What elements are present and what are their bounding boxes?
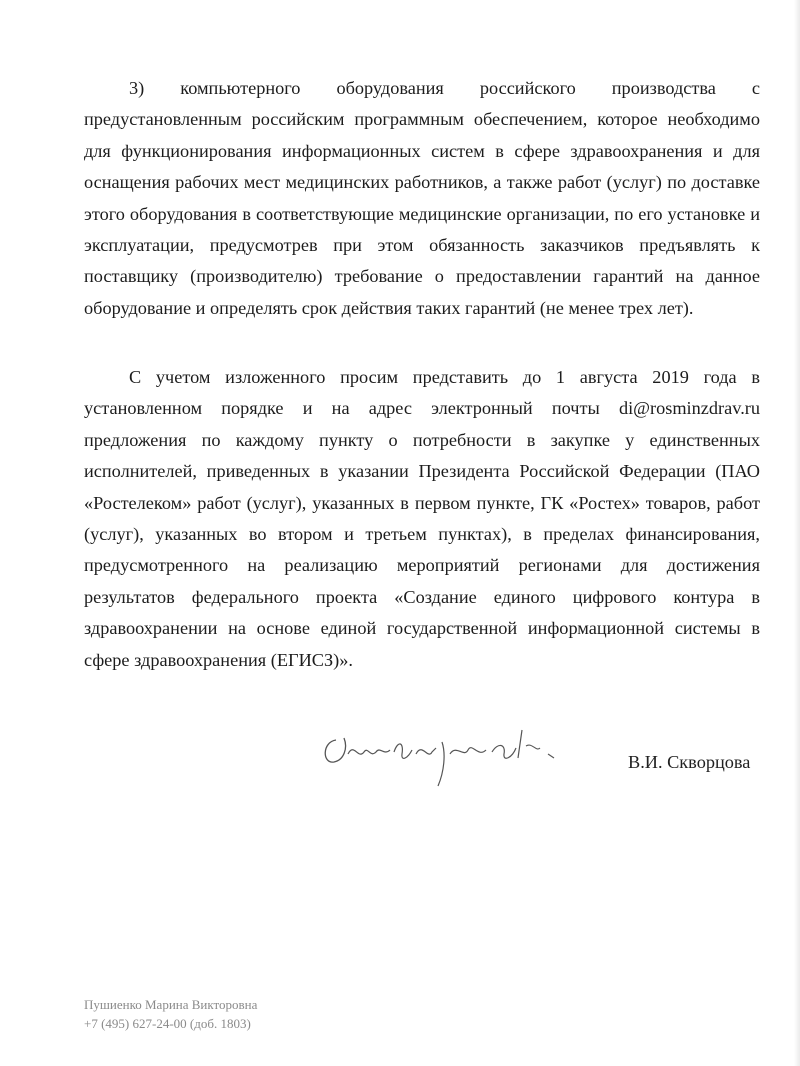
handwritten-signature-icon xyxy=(318,712,568,792)
paragraph-text: С учетом изложенного просим представить до 1 августа 2019 года в установленном порядке и на адрес электронный почты di@rosminzdrav.ru предложения по каждому пункту о потребности в закупке у единственных исполнителей, приведенных в указании Президента Российской Федерации (ПАО «Ростелеком» работ (услуг), указанных в первом пункте, ГК «Ростех» товаров, работ (услуг), указанных во втором и третьем пунктах), в пределах финансирования, предусмотренного на реализацию мероприятий регионами для достижения результатов федерального проекта «Создание единого цифрового контура в здравоохранении на основе единой государственной информационной системы в сфере здравоохранения (ЕГИСЗ)». xyxy=(84,367,760,670)
page-edge-shadow xyxy=(794,0,800,1066)
contact-name: Пушиенко Марина Викторовна xyxy=(84,997,258,1012)
contact-phone: +7 (495) 627-24-00 (доб. 1803) xyxy=(84,1016,251,1031)
body-paragraph-equipment xyxy=(84,73,760,324)
paragraph-text: 3) компьютерного оборудования российского производства с предустановленным российским программным обеспечением, которое необходимо для функционирования информационных систем в сфере здравоохранения и для оснащения рабочих мест медицинских работников, а также работ (услуг) по доставке этого оборудования в соответствующие медицинские организации, по его установке и эксплуатации, предусмотрев при этом обязанность заказчиков предъявлять к поставщику (производителю) требование о предоставлении гарантий на данное оборудование и определять срок действия таких гарантий (не менее трех лет). xyxy=(84,78,760,318)
contact-block xyxy=(84,995,257,1033)
body-paragraph-request xyxy=(84,362,760,676)
signer-name: В.И. Скворцова xyxy=(628,752,751,772)
signature-block xyxy=(318,712,778,792)
